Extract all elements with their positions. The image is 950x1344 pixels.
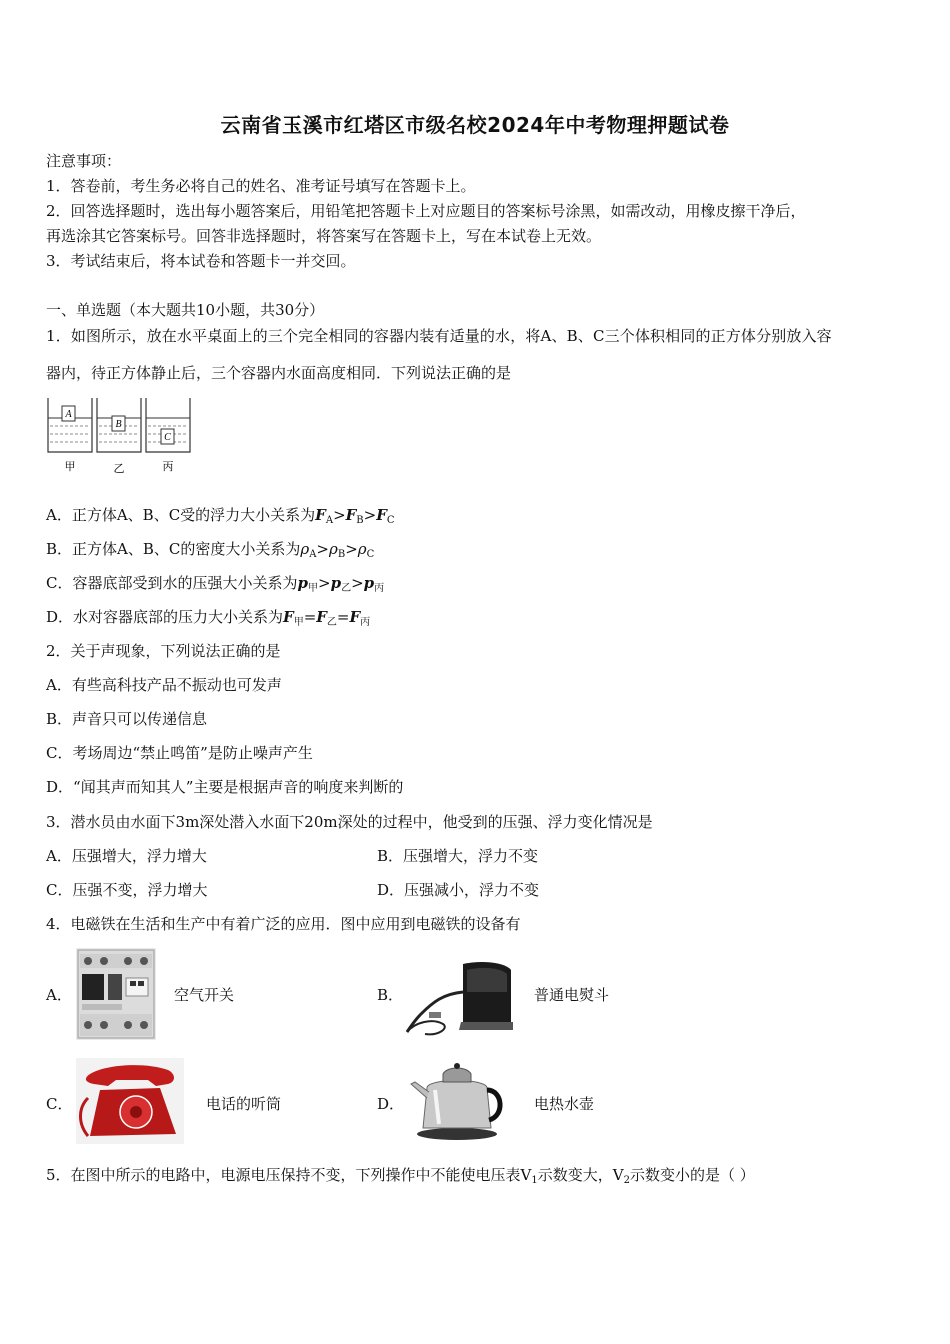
q3-option-b: B．压强增大，浮力不变 (377, 847, 539, 865)
q4-option-d-letter: D． (377, 1095, 405, 1113)
cube-b-label: B (115, 419, 122, 430)
q3-option-d: D．压强减小，浮力不变 (377, 881, 540, 899)
telephone-image (76, 1058, 184, 1144)
air-switch-image (76, 948, 156, 1040)
notice-item: 2．回答选择题时，选出每小题答案后，用铅笔把答题卡上对应题目的答案标号涂黑，如需改动，用橡皮擦干净后， (46, 202, 806, 220)
q2-option-c: C．考场周边“禁止鸣笛”是防止噪声产生 (46, 744, 313, 762)
electric-kettle-image (405, 1054, 509, 1144)
section-heading: 一、单选题（本大题共10小题，共30分） (46, 301, 325, 319)
q4-option-c-label: 电话的听筒 (206, 1095, 282, 1113)
label-bing: 丙 (162, 460, 174, 473)
q4-stem: 4．电磁铁在生活和生产中有着广泛的应用．图中应用到电磁铁的设备有 (46, 915, 521, 933)
container-bing (146, 398, 190, 473)
q1-stem-line1: 1．如图所示，放在水平桌面上的三个完全相同的容器内装有适量的水，将A、B、C三个体积相同的正方体分别放入容 (46, 327, 832, 345)
cube-c-label: C (164, 432, 171, 443)
q4-option-a-letter: A． (46, 986, 72, 1004)
notice-item: 1．答卷前，考生务必将自己的姓名、准考证号填写在答题卡上。 (46, 177, 476, 195)
container-jia (48, 398, 92, 473)
q3-option-c: C．压强不变，浮力增大 (46, 881, 208, 899)
q2-option-d: D．“闻其声而知其人”主要是根据声音的响度来判断的 (46, 778, 404, 796)
q4-option-a-label: 空气开关 (174, 986, 235, 1004)
q3-stem: 3．潜水员由水面下3m深处潜入水面下20m深处的过程中，他受到的压强、浮力变化情况是 (46, 813, 653, 831)
q2-option-b: B．声音只可以传递信息 (46, 710, 208, 728)
page-title: 云南省玉溪市红塔区市级名校2024年中考物理押题试卷 (220, 113, 730, 137)
q4-option-b-letter: B． (377, 986, 404, 1004)
cube-a-label: A (65, 409, 72, 420)
q4-option-d-label: 电热水壶 (534, 1095, 595, 1113)
q1-stem-line2: 器内，待正方体静止后，三个容器内水面高度相同．下列说法正确的是 (46, 364, 512, 382)
electric-iron-image (403, 952, 515, 1040)
q3-option-a: A．压强增大，浮力增大 (46, 847, 207, 865)
notice-item: 3．考试结束后，将本试卷和答题卡一并交回。 (46, 252, 356, 270)
q1-container-figure (46, 396, 192, 474)
label-yi: 乙 (113, 462, 125, 474)
q1-option-a: A．正方体A、B、C受的浮力大小关系为$F_A>F_B>F_C$ (46, 506, 395, 526)
q1-option-d: D．水对容器底部的压力大小关系为$F_甲=F_乙=F_丙$ (46, 608, 371, 628)
q1-option-b: B．正方体A、B、C的密度大小关系为$\rho_A>\rho_B>\rho_C$ (46, 540, 375, 560)
notice-item: 再选涂其它答案标号。回答非选择题时，将答案写在答题卡上，写在本试卷上无效。 (46, 227, 602, 245)
q1-option-c: C．容器底部受到水的压强大小关系为$p_甲>p_乙>p_丙$ (46, 574, 385, 594)
q2-option-a: A．有些高科技产品不振动也可发声 (46, 676, 282, 694)
container-yi (97, 398, 141, 474)
label-jia: 甲 (64, 460, 76, 473)
q4-option-c-letter: C． (46, 1095, 73, 1113)
q2-stem: 2．关于声现象，下列说法正确的是 (46, 642, 281, 660)
q5-stem: 5．在图中所示的电路中，电源电压保持不变，下列操作中不能使电压表$V_1$示数变大，$V_2$示数变小的是（ ） (46, 1166, 755, 1186)
q4-option-b-label: 普通电熨斗 (534, 986, 610, 1004)
notice-heading: 注意事项： (46, 152, 122, 170)
